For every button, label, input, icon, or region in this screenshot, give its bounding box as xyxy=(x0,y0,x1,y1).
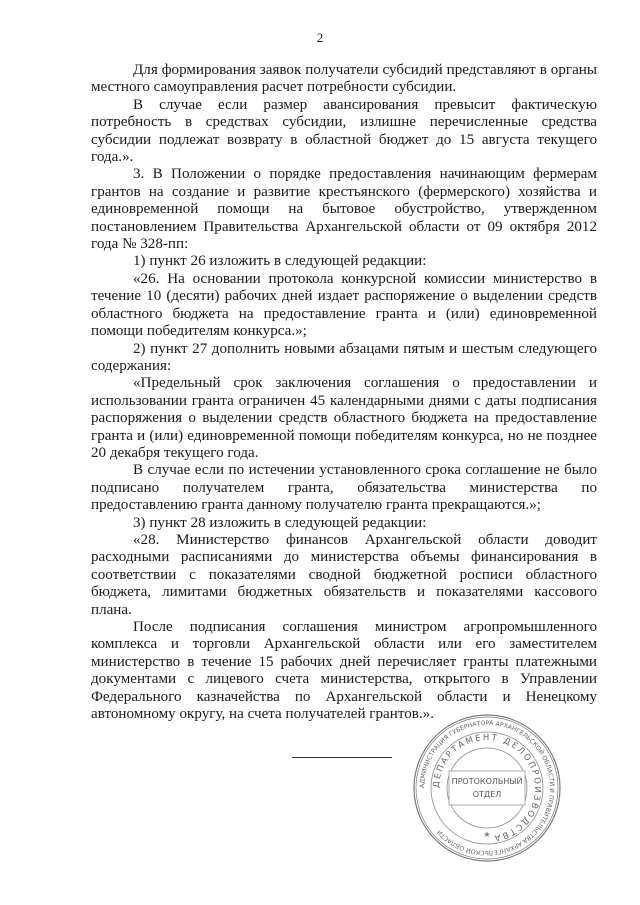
signature-divider xyxy=(292,757,392,758)
paragraph: 2) пункт 27 дополнить новыми абзацами пятым и шестым следующего содержания: xyxy=(91,340,597,374)
paragraph: 3) пункт 28 изложить в следующей редакции: xyxy=(133,514,427,531)
seal-center-line1: ПРОТОКОЛЬНЫЙ xyxy=(451,777,523,786)
paragraph: В случае если по истечении установленного срока соглашение не было подписано получателем гранта, обязательства министерства по предоставлению гранта данному получателю гранта прекращаются.»; xyxy=(91,462,597,514)
paragraph: Для формирования заявок получатели субсидий представляют в органы местного самоуправления расчет потребности субсидии. xyxy=(91,62,597,96)
seal-outer-text: АДМИНИСТРАЦИЯ ГУБЕРНАТОРА АРХАНГЕЛЬСКОЙ ОБЛАСТИ И ПРАВИТЕЛЬСТВА АРХАНГЕЛЬСКОЙ ОБЛАСТИ xyxy=(418,719,556,857)
seal-star-icon: ★ xyxy=(483,830,491,839)
page-number: 2 xyxy=(316,30,324,45)
paragraph: 3. В Положении о порядке предоставления начинающим фермерам грантов на создание и развитие крестьянского (фермерского) хозяйства и единовременной помощи на бытовое обустройство, утвержденном постановлением Правительства Архангельской области от 09 октября 2012 года № 328-пп: xyxy=(91,166,597,253)
seal-inner-text: ДЕПАРТАМЕНТ ДЕЛОПРОИЗВОДСТВА xyxy=(431,732,543,843)
paragraph: После подписания соглашения министром агропромышленного комплекса и торговли Архангельской области или его заместителем министерство в течение 15 рабочих дней перечисляет гранты платежными документами с лицевого счета министерства, открытого в Управлении Федерального казначейства по Архангельской области и Ненецкому автономному округу, на счета получателей грантов.». xyxy=(91,619,597,723)
paragraph: «Предельный срок заключения соглашения о предоставлении и использовании гранта ограничен 45 календарными днями с даты подписания распоряжения о выделении средств областного бюджета на предоставление гранта и (или) единовременной помощи победителям конкурса, но не позднее 20 декабря текущего года. xyxy=(91,375,597,461)
document-body xyxy=(91,62,597,723)
seal-center-line2: ОТДЕЛ xyxy=(472,790,502,799)
paragraph: «28. Министерство финансов Архангельской области доводит расходными расписаниями до министерства объемы финансирования в соответствии с показателями сводной бюджетной росписи областного бюджета, лимитами бюджетных обязательств и показателями кассового плана. xyxy=(91,531,597,618)
official-seal-stamp xyxy=(412,713,562,863)
paragraph: «26. На основании протокола конкурсной комиссии министерство в течение 10 (десяти) рабочих дней издает распоряжение о выделении средств областного бюджета на предоставление гранта и (или) единовременной помощи победителям конкурса.»; xyxy=(91,270,597,340)
paragraph: В случае если размер авансирования превысит фактическую потребность в средствах субсидии, излишне перечисленные средства субсидии подлежат возврату в областной бюджет до 15 августа текущего года.». xyxy=(91,96,597,166)
paragraph: 1) пункт 26 изложить в следующей редакции: xyxy=(133,253,427,270)
